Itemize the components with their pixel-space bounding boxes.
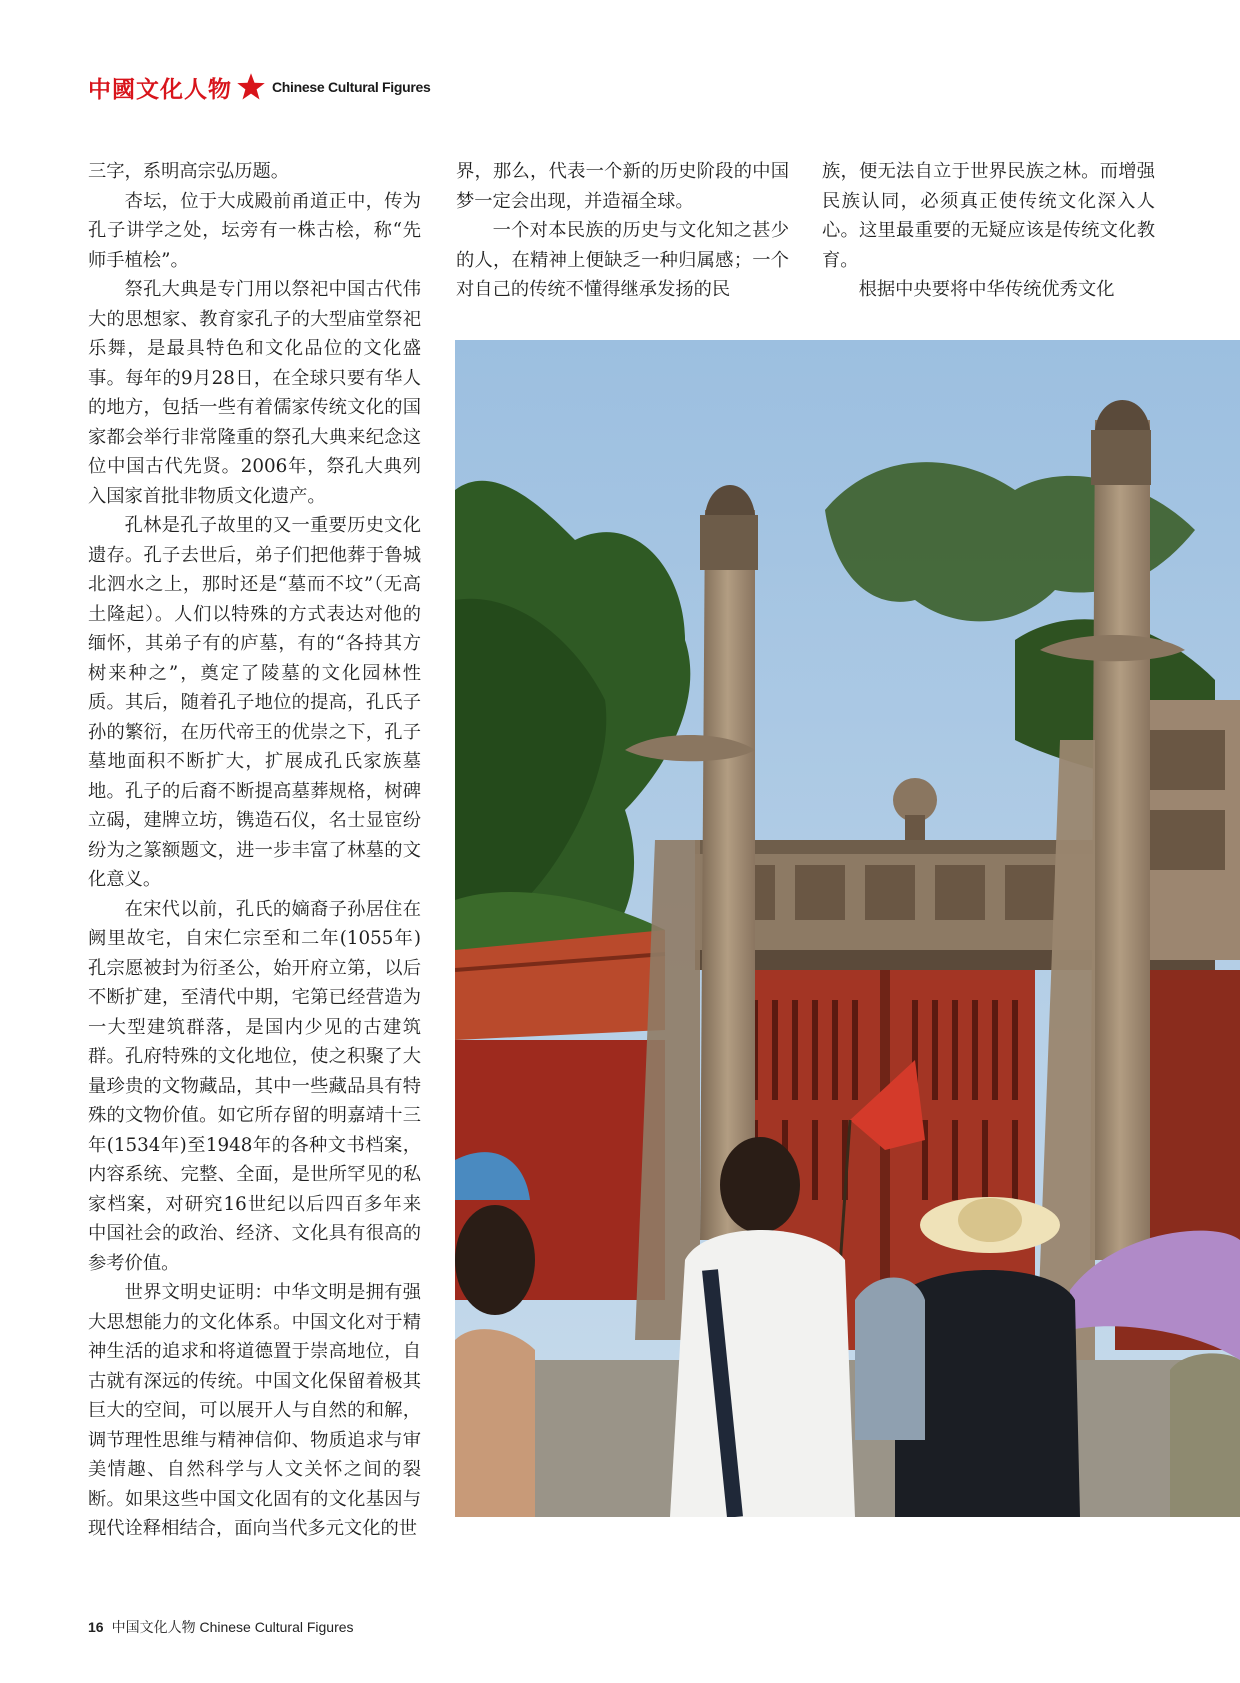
paragraph: 在宋代以前，孔氏的嫡裔子孙居住在阙里故宅，自宋仁宗至和二年(1055年)孔宗愿被封为衍圣公，始开府立第，以后不断扩建，至清代中期，宅第已经营造为一大型建筑群落，是国内少见的古建筑群。孔府特殊的文化地位，使之积聚了大量珍贵的文物藏品，其中一些藏品具有特殊的文物价值。如它所存留的明嘉靖十三年(1534年)至1948年的各种文书档案，内容系统、完整、全面，是世所罕见的私家档案，对研究16世纪以后四百多年来中国社会的政治、经济、文化具有很高的参考价值。: [88, 898, 421, 1274]
paragraph: 族，便无法自立于世界民族之林。而增强民族认同，必须真正使传统文化深入人心。这里最重要的无疑应该是传统文化教育。: [822, 161, 1155, 271]
page-number: 16: [88, 1619, 104, 1635]
star-icon: [236, 72, 266, 102]
text-column-1: [88, 157, 421, 1544]
paragraph: 孔林是孔子故里的又一重要历史文化遗存。孔子去世后，弟子们把他葬于鲁城北泗水之上，那时还是“墓而不坟”（无高土隆起）。人们以特殊的方式表达对他的缅怀，其弟子有的庐墓，有的“各持其方树来种之”，奠定了陵墓的文化园林性质。其后，随着孔子地位的提高，孔氏子孙的繁衍，在历代帝王的优崇之下，孔子墓地面积不断扩大，扩展成孔氏家族墓地。孔子的后裔不断提高墓葬规格，树碑立碣，建牌立坊，镌造石仪，名士显宦纷纷为之篆额题文，进一步丰富了林墓的文化意义。: [88, 515, 421, 890]
paragraph: 祭孔大典是专门用以祭祀中国古代伟大的思想家、教育家孔子的大型庙堂祭祀乐舞，是最具特色和文化品位的文化盛事。每年的9月28日，在全球只要有华人的地方，包括一些有着儒家传统文化的国家都会举行非常隆重的祭孔大典来纪念这位中国古代先贤。2006年，祭孔大典列入国家首批非物质文化遗产。: [88, 279, 421, 507]
paragraph: 三字，系明高宗弘历题。: [88, 161, 290, 182]
paragraph: 杏坛，位于大成殿前甬道正中，传为孔子讲学之处，坛旁有一株古桧，称“先师手植桧”。: [88, 190, 421, 271]
text-column-2: [456, 157, 789, 305]
paragraph: 根据中央要将中华传统优秀文化: [858, 279, 1115, 300]
paragraph: 世界文明史证明：中华文明是拥有强大思想能力的文化体系。中国文化对于精神生活的追求和将道德置于崇高地位，自古就有深远的传统。中国文化保留着极其巨大的空间，可以展开人与自然的和解，调节理性思维与精神信仰、物质追求与审美情趣、自然科学与人文关怀之间的裂断。如果这些中国文化固有的文化基因与现代诠释相结合，面向当代多元文化的世: [88, 1282, 421, 1539]
temple-gate-photo: [455, 340, 1240, 1517]
page-footer: [88, 1617, 354, 1637]
magazine-header: [88, 70, 431, 104]
footer-publication-name: 中国文化人物 Chinese Cultural Figures: [111, 1619, 354, 1635]
magazine-title-en: Chinese Cultural Figures: [272, 79, 431, 95]
paragraph: 一个对本民族的历史与文化知之甚少的人，在精神上便缺乏一种归属感；一个对自己的传统不懂得继承发扬的民: [456, 220, 789, 300]
text-column-3: [822, 157, 1155, 305]
paragraph: 界，那么，代表一个新的历史阶段的中国梦一定会出现，并造福全球。: [456, 161, 789, 212]
magazine-title-cn: 中國文化人物: [88, 75, 232, 103]
